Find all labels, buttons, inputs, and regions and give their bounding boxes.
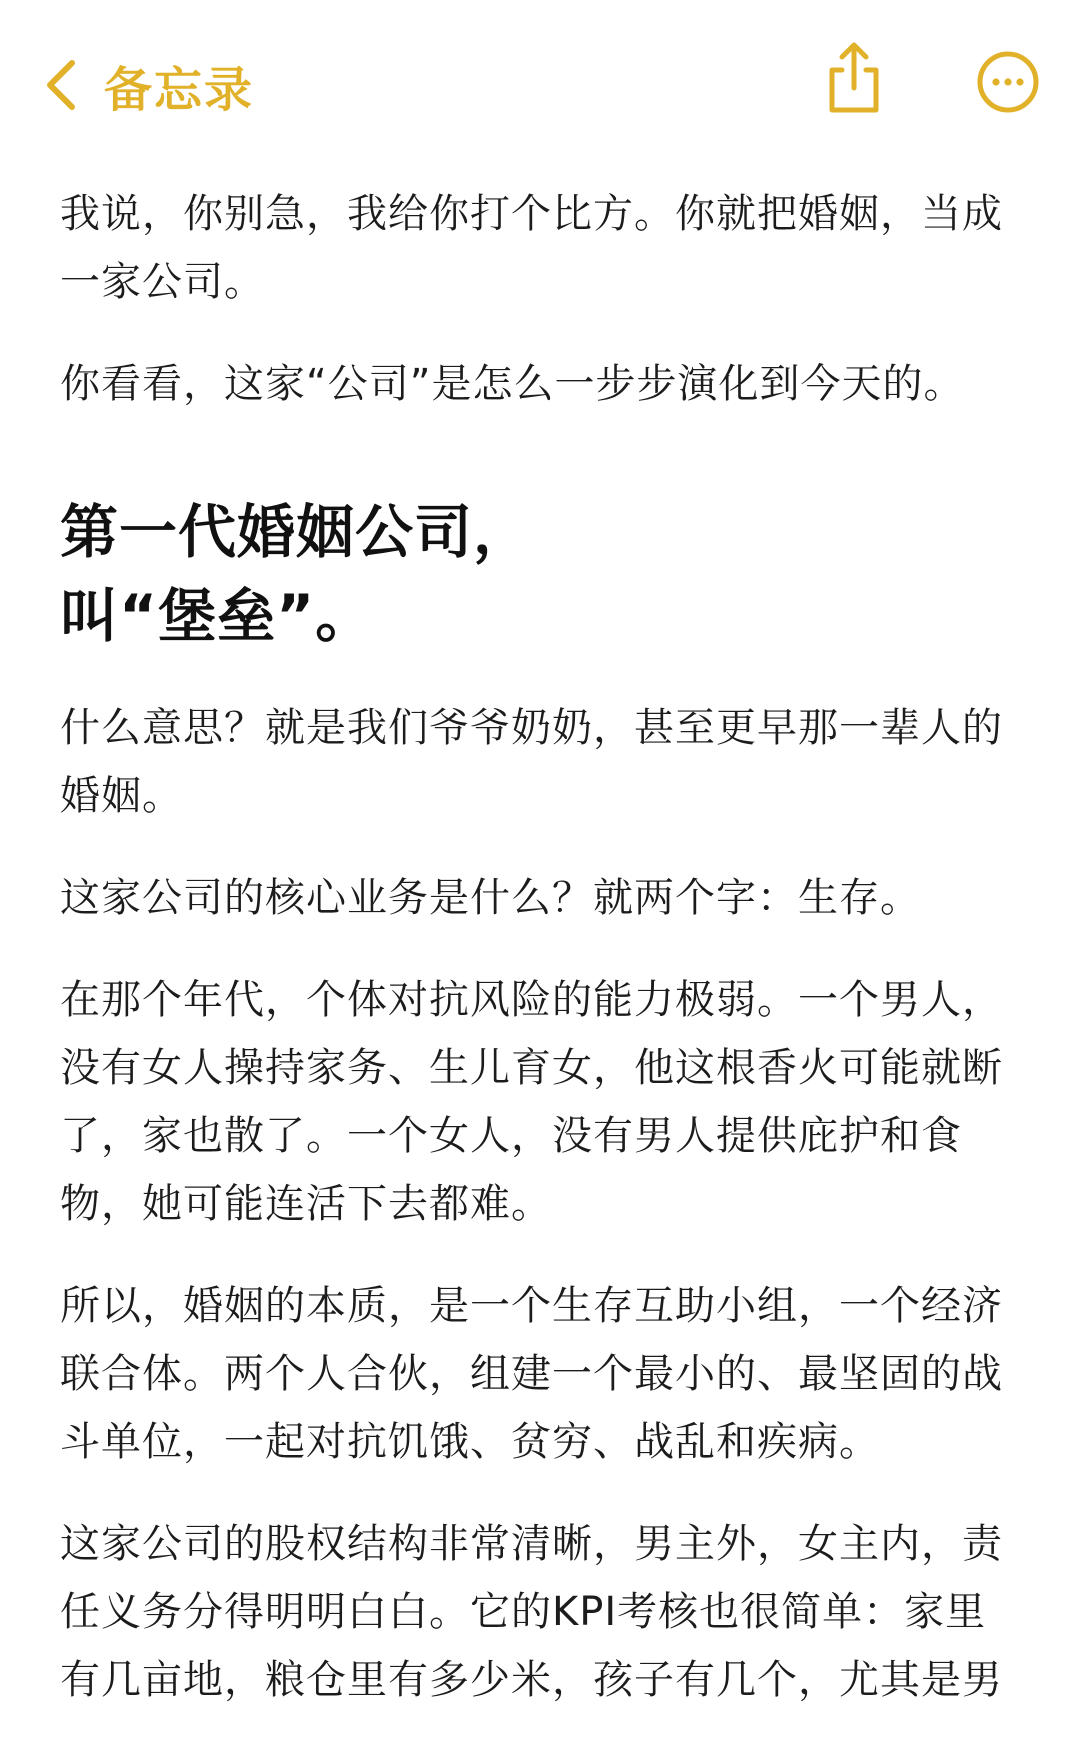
note-paragraph: 这家公司的核心业务是什么？就两个字：生存。 (60, 875, 921, 921)
note-paragraph: 你看看，这家“公司”是怎么一步步演化到今天的。 (60, 361, 965, 407)
more-button[interactable] (976, 50, 1040, 114)
section-heading (60, 490, 1020, 658)
more-icon (976, 50, 1040, 114)
back-label: 备忘录 (104, 61, 255, 118)
back-button[interactable] (40, 50, 254, 120)
share-button[interactable] (822, 40, 886, 116)
navigation-bar (0, 0, 1080, 160)
note-body[interactable] (60, 180, 1020, 1748)
note-paragraph: 什么意思？就是我们爷爷奶奶，甚至更早那一辈人的婚姻。 (60, 705, 1003, 819)
note-paragraph: 所以，婚姻的本质，是一个生存互助小组，一个经济联合体。两个人合伙，组建一个最小的、最坚固的战斗单位，一起对抗饥饿、贫穷、战乱和疾病。 (60, 1283, 1003, 1465)
share-icon (822, 40, 886, 116)
chevron-left-icon (40, 57, 84, 113)
note-paragraph: 在那个年代，个体对抗风险的能力极弱。一个男人，没有女人操持家务、生儿育女，他这根香火可能就断了，家也散了。一个女人，没有男人提供庇护和食物，她可能连活下去都难。 (60, 977, 1003, 1227)
section-heading-line: 叫“堡垒”。 (60, 582, 375, 650)
section-heading-line: 第一代婚姻公司， (60, 498, 533, 566)
note-paragraph: 这家公司的股权结构非常清晰，男主外，女主内，责任义务分得明明白白。它的KPI考核也很简单：家里有几亩地，粮仓里有多少米，孩子有几个，尤其是男 (60, 1521, 1003, 1703)
note-paragraph: 我说，你别急，我给你打个比方。你就把婚姻，当成一家公司。 (60, 191, 1003, 305)
